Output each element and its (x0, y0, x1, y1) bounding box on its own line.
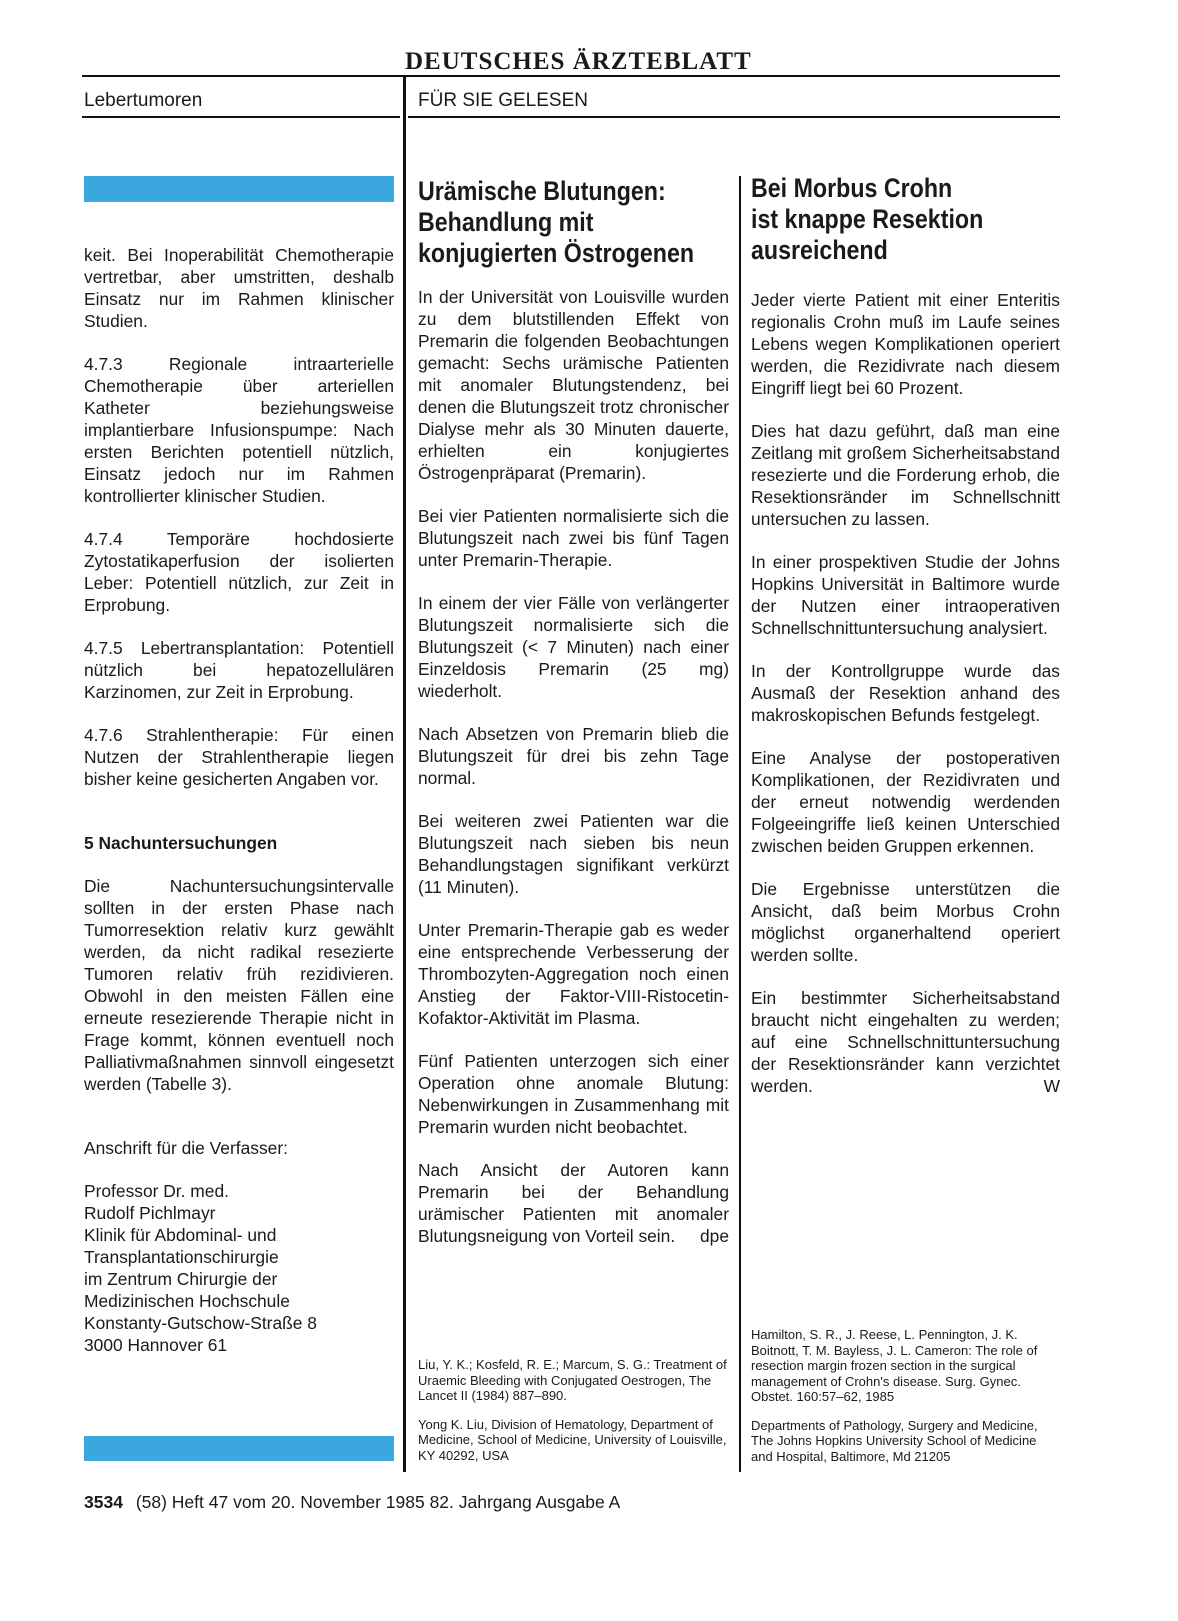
paragraph: Jeder vierte Patient mit einer Enteritis regionalis Crohn muß im Laufe seines Lebens wegen Komplikationen operiert werden, die Rezidivrate nach diesem Eingriff liegt bei 60 Prozent. (751, 290, 1060, 398)
paragraph: Die Ergebnisse unterstützen die Ansicht, daß beim Morbus Crohn möglichst organerhaltend operiert werden sollte. (751, 879, 1060, 965)
paragraph: 4.7.5 Lebertransplantation: Potentiell nützlich bei hepatozellulären Karzinomen, zur Zeit in Erprobung. (84, 638, 394, 702)
paragraph (751, 987, 1060, 1097)
section-label-left: Lebertumoren (84, 90, 203, 111)
paragraph (418, 1159, 729, 1247)
address-line: Klinik für Abdominal- und (84, 1225, 277, 1245)
headline-line: Urämische Blutungen: (418, 176, 666, 206)
masthead-rule (82, 75, 1060, 77)
headline-line: ist knappe Resektion (751, 204, 984, 234)
paragraph: 4.7.4 Temporäre hochdosierte Zytostatikaperfusion der isolierten Leber: Potentiell nützlich, zur Zeit in Erprobung. (84, 529, 394, 615)
paragraph: Unter Premarin-Therapie gab es weder eine entsprechende Verbesserung der Thrombozyten-Aggregation noch einen Anstieg der Faktor-VIII-Ristocetin-Kofaktor-Aktivität im Plasma. (418, 920, 729, 1028)
reference-citation: Hamilton, S. R., J. Reese, L. Pennington, J. K. Boitnott, T. M. Bayless, J. L. Cameron: The role of resection margin frozen section in the surgical management of Crohn's disease. Surg. Gynec. Obstet. 160:57–62, 1985 (751, 1327, 1038, 1404)
reference-affiliation: Yong K. Liu, Division of Hematology, Department of Medicine, School of Medicine, University of Louisville, KY 40292, USA (418, 1416, 727, 1463)
paragraph: Bei vier Patienten normalisierte sich die Blutungszeit nach zwei bis fünf Tagen unter Premarin-Therapie. (418, 506, 729, 570)
headline-line: konjugierten Östrogenen (418, 238, 695, 268)
references-morbus-crohn (751, 1327, 1060, 1477)
headline-line: Behandlung mit (418, 207, 594, 237)
issue-info: (58) Heft 47 vom 20. November 1985 82. Jahrgang Ausgabe A (135, 1492, 621, 1512)
column-uraemische-blutungen (418, 286, 729, 1268)
reference-affiliation: Departments of Pathology, Surgery and Medicine, The Johns Hopkins University School of Medicine and Hospital, Baltimore, Md 21205 (751, 1417, 1038, 1464)
address-line: Konstanty-Gutschow-Straße 8 (84, 1313, 317, 1333)
paragraph: Fünf Patienten unterzogen sich einer Operation ohne anomale Blutung: Nebenwirkungen in Zusammenhang mit Premarin wurden nicht beobachtet. (418, 1051, 729, 1137)
reference-citation: Liu, Y. K.; Kosfeld, R. E.; Marcum, S. G.: Treatment of Uraemic Bleeding with Conjugated Oestrogen, The Lancet II (1984) 887–890. (418, 1357, 727, 1403)
paragraph-text: Nach Ansicht der Autoren kann Premarin bei der Behandlung urämischer Patienten mit anomaler Blutungsneigung von Vorteil sein. (418, 1160, 729, 1246)
page-footer (84, 1492, 620, 1513)
paragraph: In der Kontrollgruppe wurde das Ausmaß der Resektion anhand des makroskopischen Befunds festgelegt. (751, 661, 1060, 725)
author-address (84, 1180, 394, 1356)
address-line: Transplantationschirurgie (84, 1247, 279, 1267)
column-rule-secondary (739, 176, 741, 1472)
column-lebertumoren (84, 244, 394, 1356)
paragraph: Nach Absetzen von Premarin blieb die Blutungszeit für drei bis zehn Tage normal. (418, 724, 729, 788)
paragraph: In der Universität von Louisville wurden zu dem blutstillenden Effekt von Premarin die folgenden Beobachtungen gemacht: Sechs urämische Patienten mit anomaler Blutungstendenz, bei denen die Blutungszeit trotz chronischer Dialyse mehr als 30 Minuten dauerte, erhielten ein konjugiertes Östrogenpräparat (Premarin). (418, 287, 729, 483)
address-line: Professor Dr. med. (84, 1181, 229, 1201)
paragraph: Bei weiteren zwei Patienten war die Blutungszeit nach sieben bis neun Behandlungstagen signifikant verkürzt (11 Minuten). (418, 811, 729, 897)
paragraph: In einer prospektiven Studie der Johns Hopkins Universität in Baltimore wurde der Nutzen einer intraoperativen Schnellschnittuntersuchung analysiert. (751, 552, 1060, 638)
paragraph: Dies hat dazu geführt, daß man eine Zeitlang mit großem Sicherheitsabstand resezierte und die Forderung erhob, die Resektionsränder im Schnellschnitt untersuchen zu lassen. (751, 421, 1060, 529)
references-uraemische-blutungen (418, 1357, 729, 1476)
paragraph-text: Ein bestimmter Sicherheitsabstand braucht nicht eingehalten zu werden; auf eine Schnellschnittuntersuchung der Resektionsränder kann verzichtet werden. (751, 988, 1060, 1096)
paragraph: 4.7.3 Regionale intraarterielle Chemotherapie über arteriellen Katheter beziehungsweise implantierbare Infusionspumpe: Nach ersten Berichten potentiell nützlich, Einsatz jedoch nur im Rahmen kontrollierter klinischer Studien. (84, 354, 394, 506)
paragraph: Eine Analyse der postoperativen Komplikationen, der Rezidivraten und der erneut notwendig werdenden Folgeeingriffe ließ keinen Unterschied zwischen beiden Gruppen erkennen. (751, 748, 1060, 856)
headline-morbus-crohn (751, 173, 983, 266)
address-line: 3000 Hannover 61 (84, 1335, 228, 1355)
accent-bar-bottom (84, 1436, 394, 1461)
accent-bar-top (84, 176, 394, 202)
headline-uraemische-blutungen (418, 176, 694, 269)
address-line: Medizinischen Hochschule (84, 1291, 290, 1311)
headline-line: ausreichend (751, 235, 888, 265)
paragraph: Die Nachuntersuchungsintervalle sollten in der ersten Phase nach Tumorresektion relativ kurz gewählt werden, da nicht radikal resezierte Tumoren relativ früh rezidivieren. Obwohl in den meisten Fällen eine erneute resezierende Therapie nicht in Frage kommt, können eventuell noch Palliativmaßnahmen sinnvoll eingesetzt werden (Tabelle 3). (84, 876, 394, 1094)
address-label: Anschrift für die Verfasser: (84, 1138, 288, 1158)
column-rule-main (403, 77, 406, 1472)
paragraph: In einem der vier Fälle von verlängerter Blutungszeit normalisierte sich die Blutungszeit (< 7 Minuten) nach einer Einzeldosis Premarin (25 mg) wiederholt. (418, 593, 729, 701)
header-rule-left (82, 116, 400, 118)
address-line: Rudolf Pichlmayr (84, 1203, 216, 1223)
page-number: 3534 (84, 1492, 123, 1512)
section-label-right: FÜR SIE GELESEN (418, 90, 588, 111)
paragraph: keit. Bei Inoperabilität Chemotherapie vertretbar, aber umstritten, deshalb Einsatz nur im Rahmen klinischer Studien. (84, 245, 394, 331)
author-signature: dpe (699, 1226, 729, 1246)
author-signature: W (1043, 1076, 1060, 1096)
masthead: DEUTSCHES ÄRZTEBLATT (405, 48, 752, 75)
address-line: im Zentrum Chirurgie der (84, 1269, 278, 1289)
section-heading: 5 Nachuntersuchungen (84, 833, 278, 853)
column-morbus-crohn (751, 289, 1060, 1118)
header-rule-right (408, 116, 1060, 118)
headline-line: Bei Morbus Crohn (751, 173, 953, 203)
paragraph: 4.7.6 Strahlentherapie: Für einen Nutzen der Strahlentherapie liegen bisher keine gesicherten Angaben vor. (84, 725, 394, 789)
